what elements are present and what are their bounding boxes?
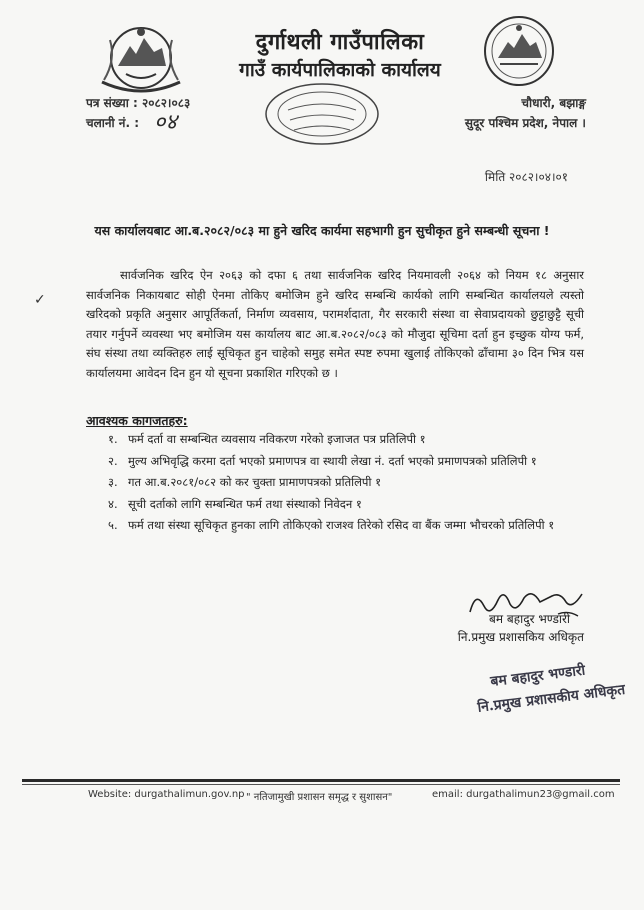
name-stamp — [469, 652, 626, 730]
list-item-text: फर्म तथा संस्था सूचिकृत हुनका लागि तोकिएको राजश्व तिरेको रसिद वा बैंक जम्मा भौचरको प्रतिलिपी १ — [128, 518, 555, 532]
list-item-number: ५. — [108, 518, 118, 532]
list-item-number: १. — [108, 432, 118, 446]
address-line-1: चौधारी, बझाङ्ग — [521, 96, 586, 110]
municipality-logo-icon — [482, 14, 556, 88]
list-item — [108, 518, 554, 540]
list-item-text: फर्म दर्ता वा सम्बन्धित व्यवसाय नविकरण गरेको इजाजत पत्र प्रतिलिपी १ — [128, 432, 426, 446]
reference-number: पत्र संख्या : २०८२।०८३ — [86, 96, 191, 110]
list-item-text: मुल्य अभिवृद्धि करमा दर्ता भएको प्रमाणपत्र वा स्थायी लेखा नं. दर्ता भएको प्रमाणपत्रको प्रतिलिपी १ — [128, 453, 537, 468]
nepal-emblem-icon — [96, 20, 186, 94]
notice-subject: यस कार्यालयबाट आ.ब.२०८२/०८३ मा हुने खरिद कार्यमा सहभागी हुन सुचीकृत हुने सम्बन्धी सूचना ! — [94, 223, 550, 238]
list-item — [108, 475, 554, 497]
list-item-number: २. — [108, 453, 118, 468]
list-item — [108, 432, 554, 454]
office-title: दुर्गाथली गाउँपालिका — [255, 30, 425, 55]
list-item — [108, 454, 554, 476]
margin-mark-icon: ✓ — [34, 292, 46, 308]
signatory-name: बम बहादुर भण्डारी — [489, 612, 570, 626]
footer-website: Website: durgathalimun.gov.np — [88, 789, 245, 800]
footer-divider — [22, 779, 620, 782]
dispatch-number-label: चलानी नं. : — [86, 116, 140, 130]
stamp-position: नि.प्रमुख प्रशासकीय अधिकृत — [476, 681, 626, 716]
requirements-list — [108, 432, 554, 540]
signatory-position: नि.प्रमुख प्रशासकिय अधिकृत — [457, 630, 584, 644]
dispatch-number-handwritten: ०४ — [154, 110, 177, 135]
list-item-number: ३. — [108, 475, 118, 489]
list-item-text: सूची दर्ताको लागि सम्बन्धित फर्म तथा संस्थाको निवेदन १ — [128, 496, 362, 511]
stamp-name: बम बहादुर भण्डारी — [489, 662, 587, 691]
office-subtitle: गाउँ कार्यपालिकाको कार्यालय — [239, 59, 441, 81]
list-item-text: गत आ.ब.२०८१/०८२ को कर चुक्ता प्रामाणपत्रको प्रतिलिपी १ — [128, 475, 382, 489]
footer-divider-thin — [22, 784, 620, 785]
notice-body: सार्वजनिक खरिद ऐन २०६३ को दफा ६ तथा सार्वजनिक खरिद नियमावली २०६४ को नियम १८ अनुसार सार्वजनिक निकायबाट सोही ऐनमा तोकिए बमोजिम हुने खरिद सम्बन्धि कार्यको लागि सम्बन्धित कार्यालयले त्यस्तो खरिदको प्रकृति अनुसार आपूर्तिकर्ता, निर्माण व्यवसाय, परामर्शदाता, गैर सरकारी संस्था वा सेवाप्रदायको छुट्टाछुट्टै सूची तयार गर्नुपर्ने व्यवस्था भए बमोजिम यस कार्यालय बाट आ.ब.२०८२/०८३ को मौजुदा सूचिमा दर्ता हुन इच्छुक योग्य फर्म, संघ संस्था तथा व्यक्तिहरु लाई सूचिकृत हुन चाहेको समुह समेत स्पष्ट रुपमा खुलाई तोकिएको ढाँचामा ३० दिन भित्र यस कार्यालयमा आवेदन दिन हुन यो सूचना प्रकाशित गरिएको छ । — [86, 268, 584, 380]
list-item-number: ४. — [108, 496, 118, 511]
office-seal-icon — [262, 80, 382, 148]
footer-slogan: " नतिजामुखी प्रशासन समृद्ध र सुशासन" — [246, 792, 393, 803]
notice-date: मिति २०८२।०४।०१ — [484, 170, 568, 184]
address-line-2: सुदूर पश्चिम प्रदेश, नेपाल । — [464, 116, 586, 130]
list-item — [108, 497, 554, 519]
footer-email: email: durgathalimun23@gmail.com — [432, 789, 615, 800]
requirements-title: आवश्यक कागजतहरु: — [86, 413, 188, 428]
